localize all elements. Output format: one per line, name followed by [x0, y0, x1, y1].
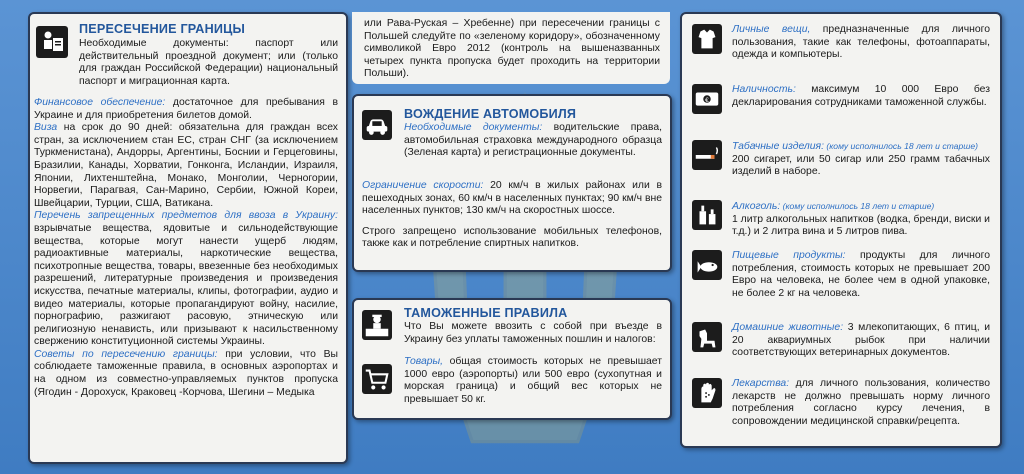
pets-label: Домашние животные:: [732, 322, 844, 333]
finance-text: достаточное для пребывания в Украине и для приобретения билетов домой.: [34, 97, 338, 121]
food-label: Пищевые продукты:: [732, 250, 846, 261]
medicine-value: для личного пользования, количество лекарств не должно превышать норму личного потребления согласно курсу лечения, в сопровождении медицинской справки/рецепта.: [732, 378, 990, 427]
visa-paragraph: [34, 122, 338, 210]
alcohol-bottles-icon: [692, 200, 722, 230]
tobacco-heading: [732, 140, 990, 154]
customs-title: ТАМОЖЕННЫЕ ПРАВИЛА: [404, 306, 568, 320]
cash-icon: [692, 84, 722, 114]
pets-text: [732, 322, 990, 360]
allowances-card: [680, 12, 1002, 448]
car-icon: [362, 110, 392, 140]
personal-items-text: [732, 24, 990, 62]
medicine-text: [732, 378, 990, 428]
customs-card: [352, 298, 672, 420]
visa-label: Виза: [34, 122, 58, 134]
tobacco-label: Табачные изделия:: [732, 141, 824, 152]
cash-value: максимум 10 000 Евро без декларирования сотрудниками таможенной службы.: [732, 84, 990, 108]
speed-limit-text: 20 км/ч в жилых районах или в пешеходных зонах, 60 км/ч в населенных пунктах; 90 км/ч вне населенных пунктов; 130 км/ч на скоростных шоссе.: [362, 180, 662, 217]
cash-row: [692, 84, 990, 109]
shopping-cart-icon: [362, 364, 392, 394]
banned-items-label: Перечень запрещенных предметов для ввоза в Украину:: [34, 210, 338, 222]
required-documents-text: Необходимые документы: паспорт или действительный проездной документ; или (только для граждан Российской Федерации) национальный паспорт и миграционная карта.: [79, 38, 338, 87]
banned-items-paragraph: [34, 210, 338, 349]
tobacco-text: 200 сигарет, или 50 сигар или 250 грамм табачных изделий в наборе.: [732, 153, 990, 178]
phone-ban-text: Строго запрещено использование мобильных телефонов, также как и потребление спиртных напитков.: [362, 225, 662, 250]
food-row: [692, 250, 990, 300]
driving-title: ВОЖДЕНИЕ АВТОМОБИЛЯ: [404, 107, 577, 121]
tips-label: Советы по пересечению границы:: [34, 348, 218, 360]
personal-items-value: предназначенные для личного пользования, такие как телефоны, фотоаппараты, одежда и компьютеры.: [732, 24, 990, 61]
border-crossing-title: ПЕРЕСЕЧЕНИЕ ГРАНИЦЫ: [79, 22, 246, 36]
goods-label: Товары,: [404, 356, 444, 368]
medicine-row: [692, 378, 990, 428]
banned-items-text: взрывчатые вещества, ядовитые и сильнодействующие вещества, которые могут нанести ущерб людям, радиоактивные материалы, наркотические вещества, психотропные вещества, товары, ввезенные без необходимых разрешений, литературные произведения и произведения искусства, печатные материалы, клипы, фотографии, аудио и видео материалы, которые пропагандируют войну, насилие, порнографию, разжигают расовую, этническую или религиозную ненависть, или призывают к насильственному свержению конституционной системы Украины.: [34, 222, 338, 348]
food-icon: [692, 250, 722, 280]
alcohol-row: [692, 200, 990, 239]
customs-intro-text: Что Вы можете ввозить с собой при въезде в Украину без уплаты таможенных пошлин и налогов:: [404, 321, 662, 345]
food-text: [732, 250, 990, 300]
dog-icon: [692, 322, 722, 352]
pets-row: [692, 322, 990, 360]
driving-card: [352, 94, 672, 272]
cash-label: Наличность:: [732, 84, 796, 95]
tobacco-note: (кому исполнилось 18 лет и старше): [823, 141, 979, 151]
visa-text: на срок до 90 дней: обязательна для граждан всех стран, за исключением стан ЕС, стран СНГ (за исключением Туркменистана), Андорры, Аргентины, Боснии и Герцеговины, Бразилии, Канады, Хорватии, Гонконга, Исландии, Израиля, Японии, Лихтенштейна, Монако, Монголии, Черногории, Норвегии, Парагвая, Сан-Марино, Сербии, Южной Кореи, Швейцарии, Турции, США, Ватикана.: [34, 122, 338, 209]
border-crossing-continued: [352, 12, 670, 84]
alcohol-heading: [732, 200, 990, 214]
cigarette-icon: [692, 140, 722, 170]
personal-items-icon: [692, 24, 722, 54]
tips-text: при условии, что Вы соблюдаете таможенные правила, в основных аэропортах и на одном из совместно-управляемых пунктов пропуска (Ягодин - Дорохуск, Краковец -Корчова, Шегини – Медыка: [34, 348, 338, 398]
tips-paragraph: [34, 349, 338, 399]
driving-documents-label: Необходимые документы:: [404, 122, 543, 133]
alcohol-note: (кому исполнилось 18 лет и старше): [780, 201, 935, 211]
pets-value: 3 млекопитающих, 6 птиц, и 20 аквариумных рыбок при наличии соответствующих ветеринарных документов.: [732, 322, 990, 359]
speed-limit-label: Ограничение скорости:: [362, 180, 484, 191]
speed-limit-paragraph: [362, 180, 662, 218]
medicine-hand-icon: [692, 378, 722, 408]
personal-items-label: Личные вещи,: [732, 24, 811, 35]
cash-text: [732, 84, 990, 109]
driving-documents-paragraph: [404, 122, 662, 160]
goods-paragraph: [404, 356, 662, 406]
finance-label: Финансовое обеспечение:: [34, 97, 166, 108]
passport-control-icon: [36, 26, 68, 58]
personal-items-row: [692, 24, 990, 62]
finance-paragraph: [34, 97, 338, 122]
customs-officer-icon: [362, 310, 392, 340]
medicine-label: Лекарства:: [732, 378, 790, 389]
border-crossing-card: [28, 12, 348, 464]
food-value: продукты для личного потребления, стоимость которых не превышает 200 Евро на человека, не более чем в одной упаковке, не более 2 кг на человека.: [732, 250, 991, 299]
driving-documents-text: водительские права, автомобильная страховка международного образца (Зеленая карта) и регистрационные документы.: [404, 122, 662, 159]
tobacco-row: [692, 140, 990, 179]
svg-text:€: €: [705, 96, 709, 104]
tips-continued-text: или Рава-Руская – Хребенне) при пересечении границы с Польшей следуйте по «зеленому коридору», обозначенному символикой Евро 2012 (контроль на вышеназванных четырех пункта пропуска будет проходить на территории Польши).: [364, 18, 660, 80]
goods-text: общая стоимость которых не превышает 1000 евро (аэропорты) или 500 евро (сухопутная и морская граница) и общий вес которых не превышает 50 кг.: [404, 356, 662, 405]
alcohol-text: 1 литр алкогольных напитков (водка, бренди, виски и т.д.) и 2 литра вина и 5 литров пива.: [732, 213, 990, 238]
alcohol-label: Алкоголь:: [732, 201, 781, 212]
